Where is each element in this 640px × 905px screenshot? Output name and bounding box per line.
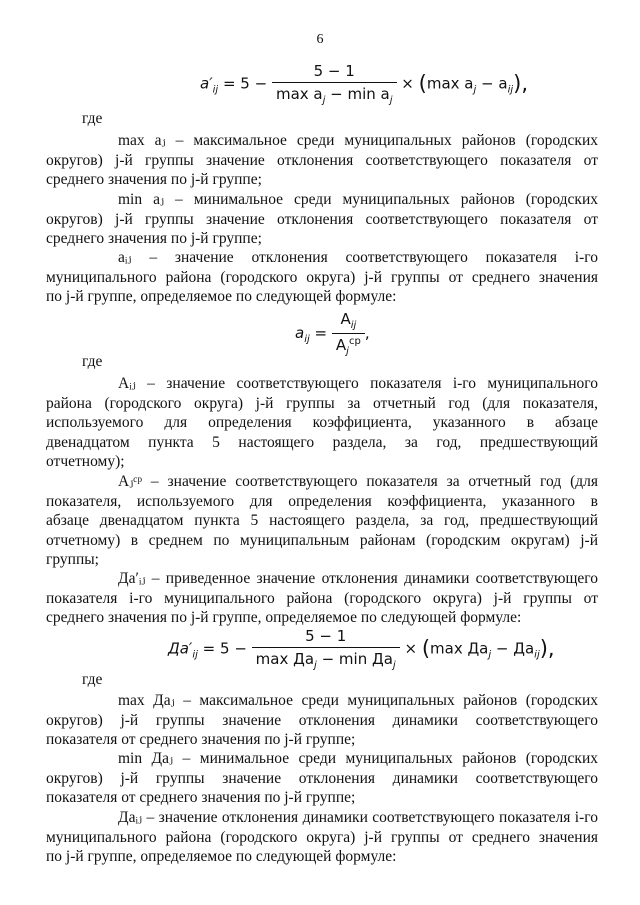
paragraph-Daij: Дaᵢⱼ – значение отклонения динамики соответствующего показателя i-го муниципального района (городского округа) j-й группы от среднего значения по j-й группе, определяемое по следующей формуле: xyxy=(46,809,598,865)
paragraph-max-a: max aⱼ – максимальное среди муниципальных районов (городских округов) j-й группы значение отклонения соответствующего показателя от среднего значения по j-й группе; xyxy=(46,132,598,188)
formula3-times: × xyxy=(404,639,418,658)
where-label-1: где xyxy=(82,110,103,127)
paragraph-aij: aᵢⱼ – значение отклонения соответствующего показателя i-го муниципального района (городского округа) j-й группы от среднего значения по j-й группе, определяемое по следующей формуле: xyxy=(46,249,598,305)
formula1-fraction xyxy=(272,62,397,106)
paragraph-min-Da: min Дaⱼ – минимальное среди муниципальных районов (городских округов) j-й группы значение отклонения динамики соответствующего показателя от среднего значения по j-й группе; xyxy=(46,750,598,806)
formula-normalized-dynamics-deviation: $Дa'_{ij} = 5$ − $\frac{5 - 1}{\max Дa_j - \min Дa_j}$ × (max $Дa_j - Дa_{ij}$), xyxy=(168,627,555,671)
formula1-times: × xyxy=(401,74,414,93)
formula2-eq: = xyxy=(314,324,328,342)
formula2-lhs: a xyxy=(295,324,305,342)
paragraph-max-Da: max Дaⱼ – максимальное среди муниципальных районов (городских округов) j-й группы значение отклонения динамики соответствующего показателя от среднего значения по j-й группе; xyxy=(46,692,598,748)
formula3-denominator: $\max Дa_j - \min Дa_j$ xyxy=(255,650,396,671)
formula3-fraction xyxy=(252,627,400,671)
formula1-eq: = 5 − xyxy=(222,74,268,93)
formula-normalized-deviation: $a'_{ij} = 5$ − $\frac{5 - 1}{\max a_j - \min a_j}$ × (max $a_j - a_{ij}$), xyxy=(200,62,529,106)
paragraph-Aj-cp: Aⱼᶜᵖ – значение соответствующего показателя за отчетный год (для показателя, используемого для определения коэффициента, указанного в абзаце двенадцатом пункта 5 настоящего раздела, за год, предшествующий отчетному) в среднем по муниципальным районам (городским округам) j-й группы; xyxy=(46,473,598,568)
paragraph-Da-prime: Дa′ᵢⱼ – приведенное значение отклонения динамики соответствующего показателя i-го муниципального района (городского округа) j-й группы от среднего значения по j-й группе, определяемое по следующей формуле: xyxy=(46,570,598,626)
formula1-denominator: $\max a_j - \min a_j$ xyxy=(275,85,393,106)
formula2-denominator: $A_j^{ср}$ xyxy=(335,336,361,357)
formula1-paren-body: max a xyxy=(426,74,474,93)
formula1-lhs-sub: ij xyxy=(212,84,219,96)
formula3-numerator: 5 − 1 xyxy=(252,627,400,648)
formula1-paren-close: ), xyxy=(513,71,529,96)
page-number: 6 xyxy=(316,32,324,47)
paragraph-min-a: min aⱼ – минимальное среди муниципальных районов (городских округов) j-й группы значение отклонения соответствующего показателя от среднего значения по j-й группе; xyxy=(46,191,598,247)
formula2-fraction xyxy=(332,310,365,357)
formula1-lhs: a′ xyxy=(200,74,213,93)
formula1-paren-open: ( xyxy=(418,71,427,96)
where-label-2: где xyxy=(82,353,103,370)
paragraph-Aij: Aᵢⱼ – значение соответствующего показателя i-го муниципального района (городского округа) j-й группы за отчетный год (для показателя, используемого для определения коэффициента, указанного в абзаце двенадцатом пункта 5 настоящего раздела, за год, предшествующий отчетному); xyxy=(46,375,598,470)
formula-deviation: $a_{ij}$ = $\frac{A_{ij}}{A_j^{ср}}$ , xyxy=(295,310,370,357)
formula3-lhs: Дa′ xyxy=(168,639,193,658)
formula2-numerator: $A_{ij}$ xyxy=(332,310,365,334)
formula1-numerator: 5 − 1 xyxy=(272,62,397,83)
formula3-eq: = 5 − xyxy=(202,639,247,658)
where-label-3: где xyxy=(82,671,103,688)
